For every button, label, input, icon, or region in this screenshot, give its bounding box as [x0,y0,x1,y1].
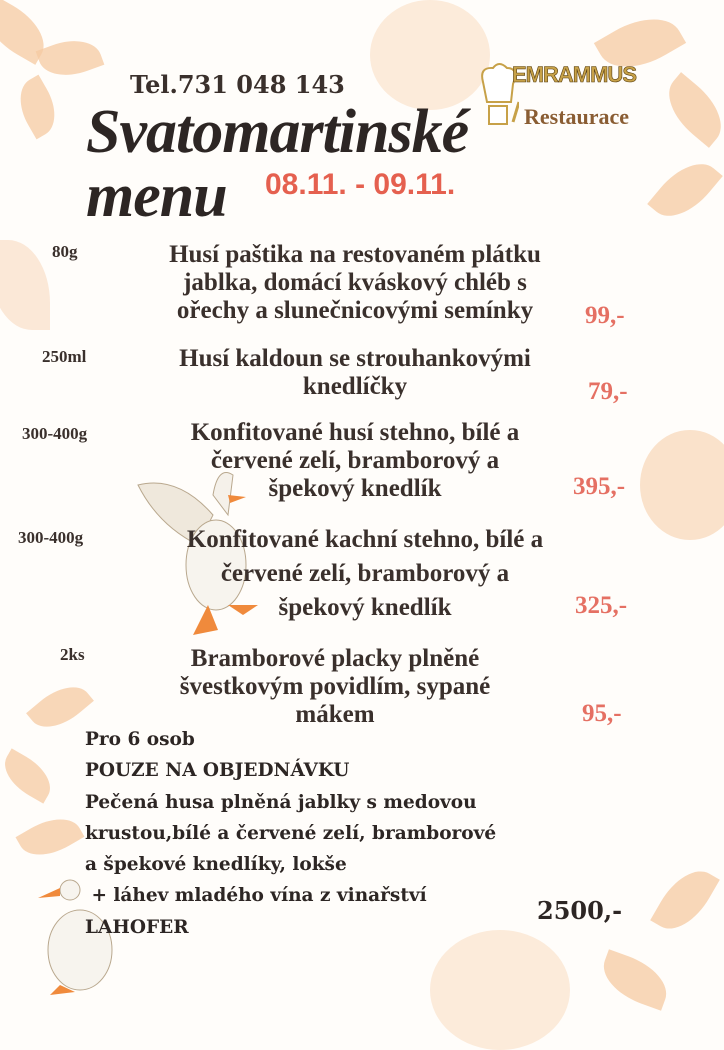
special-order-section [85,724,496,943]
item-portion: 300-400g [22,424,88,443]
item-portion: 300-400g [18,528,84,547]
item-line: červené zelí, bramborový a [210,447,500,474]
title-line-2: menu [86,162,227,230]
menu-item [115,419,595,503]
item-line: knedlíčky [302,373,408,400]
item-line: ořechy a slunečnicovými semínky [176,297,534,324]
menu-item [125,523,605,625]
item-line: Bramborové placky plněné [190,645,480,672]
menu-item [115,241,595,325]
item-line: Husí paštika na restovaném plátku [169,241,541,268]
item-line: Konfitované kachní stehno, bílé a [186,526,544,553]
title-line-1: Svatomartinské [86,98,469,166]
logo-name: EMRAMMUS [512,62,636,87]
item-portion: 80g [52,242,78,261]
item-portion: 250ml [42,347,87,366]
item-price: 325,- [575,592,628,619]
special-line: + láhev mladého vína z vinařství [85,885,427,907]
item-price: 395,- [573,473,626,500]
item-line: mákem [295,701,375,728]
special-line: Pro 6 osob [85,729,195,750]
item-line: Husí kaldoun se strouhankovými [179,345,531,372]
item-price: 99,- [585,302,625,329]
item-line: špekový knedlík [278,594,452,621]
special-line: a špekové knedlíky, lokše [85,854,347,876]
item-line: Konfitované husí stehno, bílé a [190,419,520,446]
menu-item [95,645,575,729]
item-price: 95,- [582,700,622,727]
special-line: Pečená husa plněná jablky s medovou [85,791,477,813]
date-range: 08.11. - 09.11. [265,168,456,201]
item-portion: 2ks [60,645,85,664]
item-line: červené zelí, bramborový a [220,560,510,587]
item-line: špekový knedlík [268,475,442,502]
special-line: POUZE NA OBJEDNÁVKU [85,760,350,782]
page-title [86,100,468,228]
item-price: 79,- [588,378,628,405]
special-price: 2500,- [537,896,623,925]
menu-item [115,345,595,401]
item-line: jablka, domácí kváskový chléb s [183,269,527,296]
item-line: švestkovým povidlím, sypané [179,673,491,700]
logo-subtitle: Restaurace [524,104,630,129]
phone-number: Tel.731 048 143 [130,70,345,99]
special-line: LAHOFER [85,916,189,938]
special-line: krustou,bílé a červené zelí, bramborové [85,822,497,844]
